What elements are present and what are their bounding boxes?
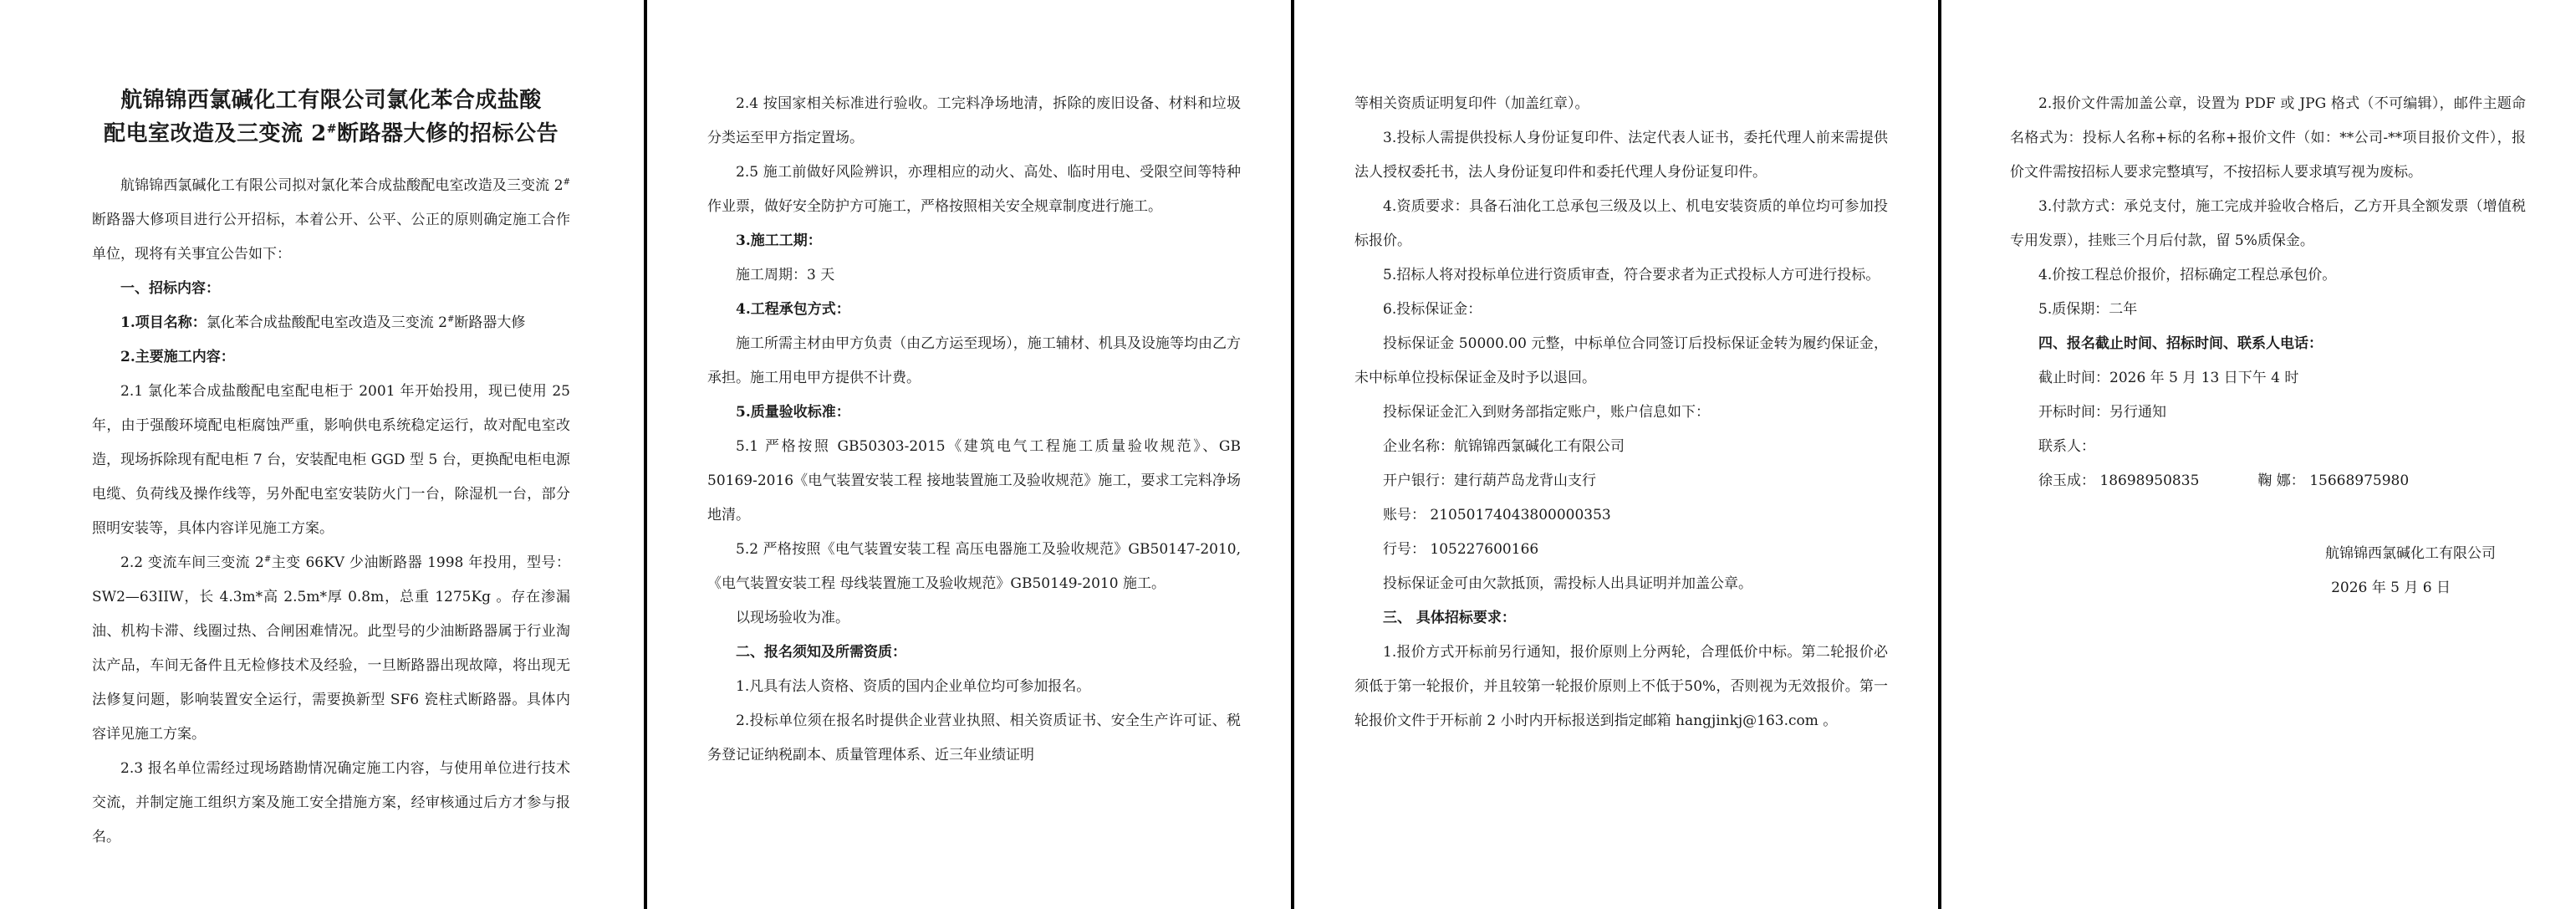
requirement-4: 4.资质要求：具备石油化工总承包三级及以上、机电安装资质的单位均可参加投标报价。 — [1354, 198, 1888, 249]
paragraph-2-1: 2.1 氯化苯合成盐酸配电室配电柜于 2001 年开始投用，现已使用 25 年，由于强酸环境配电柜腐蚀严重，影响供电系统稳定运行，故对配电室改造，现场拆除现有配电柜 7 台，安装配电柜 GGD 型 5 台，更换配电柜电源电缆、负荷线及操作线等，另外配电室安装防火门一台，除湿机一台，部分照明安装等，具体内容详见施工方案。 — [92, 383, 570, 537]
acceptance-note: 以现场验收为准。 — [736, 610, 849, 626]
paragraph-2-2 — [92, 546, 570, 752]
bid-requirement-1: 1.报价方式开标前另行通知，报价原则上分两轮，合理低价中标。第二轮报价必须低于第一轮报价，并且较第一轮报价原则上不低于50%，否则视为无效报价。第一轮报价文件于开标前 2 小时内开标报送到指定邮箱 hangjinkj@163.com 。 — [1354, 644, 1888, 729]
account-number: 账号： 21050174043800000353 — [1383, 507, 1611, 523]
bid-requirement-3: 3.付款方式：承兑支付，施工完成并验收合格后，乙方开具全额发票（增值税专用发票），挂账三个月后付款，留 5%质保金。 — [2010, 198, 2526, 249]
deposit-paragraph: 投标保证金 50000.00 元整，中标单位合同签订后投标保证金转为履约保证金，未中标单位投标保证金及时予以退回。 — [1354, 335, 1888, 386]
title-line-2-part-a: 配电室改造及三变流 2 — [104, 121, 327, 146]
intro-superscript: # — [563, 177, 570, 187]
contact-label: 联系人： — [2038, 438, 2095, 455]
page-3 — [1294, 0, 1938, 909]
project-name — [92, 306, 570, 340]
page-2 — [647, 0, 1291, 909]
paragraph-5-2: 5.2 严格按照《电气装置安装工程 高压电器施工及验收规范》GB50147-2010,《电气装置安装工程 母线装置施工及验收规范》GB50149-2010 施工。 — [707, 541, 1241, 592]
paragraph-2-2-part-b: 主变 66KV 少油断路器 1998 年投用，型号：SW2—63IIW，长 4.3m*高 2.5m*厚 0.8m，总重 1275Kg 。存在渗漏油、机构卡滞、线圈过热、合闸困难情况。此型号的少油断路器属于行业淘汰产品，车间无备件且无检修技术及经验，一旦断路器出现故障，将出现无法修复问题，影响装置安全运行，需要换新型 SF6 瓷柱式断路器。具体内容详见施工方案。 — [92, 554, 570, 743]
announcement-title — [92, 84, 570, 151]
opening-time: 开标时间：另行通知 — [2038, 404, 2166, 421]
project-name-superscript: # — [446, 314, 455, 324]
bid-requirement-2: 2.报价文件需加盖公章，设置为 PDF 或 JPG 格式（不可编辑），邮件主题命名格式为：投标人名称+标的名称+报价文件（如：**公司-**项目报价文件），报价文件需按招标人要求完整填写，不按招标人要求填写视为废标。 — [2010, 95, 2526, 181]
paragraph-2-5: 2.5 施工前做好风险辨识，亦理相应的动火、高处、临时用电、受限空间等特种作业票，做好安全防护方可施工，严格按照相关安全规章制度进行施工。 — [707, 164, 1241, 215]
contact-2: 鞠 娜： 15668975980 — [2257, 472, 2410, 489]
contract-method-heading: 4.工程承包方式： — [736, 301, 850, 318]
signature-company: 航锦锦西氯碱化工有限公司 — [2325, 545, 2496, 562]
intro-part-b: 断路器大修项目进行公开招标，本着公开、公平、公正的原则确定施工合作单位，现将有关事宜公告如下： — [92, 212, 570, 263]
requirement-6: 6.投标保证金： — [1383, 301, 1482, 318]
requirement-2-continued: 等相关资质证明复印件（加盖红章）。 — [1354, 95, 1589, 112]
quality-standard-heading: 5.质量验收标准： — [736, 404, 850, 421]
requirement-1: 1.凡具有法人资格、资质的国内企业单位均可参加报名。 — [736, 678, 1091, 695]
bid-requirement-4: 4.价按工程总价报价，招标确定工程总承包价。 — [2038, 267, 2337, 283]
title-line-2 — [92, 117, 570, 151]
title-line-2-part-b: 断路器大修的招标公告 — [336, 121, 559, 146]
signature-date: 2026 年 5 月 6 日 — [2331, 580, 2451, 596]
deposit-note: 投标保证金可由欠款抵顶，需投标人出具证明并加盖公章。 — [1383, 575, 1752, 592]
project-name-value-b: 断路器大修 — [454, 314, 526, 331]
paragraph-2-4: 2.4 按国家相关标准进行验收。工完料净场地清，拆除的废旧设备、材料和垃圾分类运至甲方指定置场。 — [707, 95, 1241, 146]
requirement-5: 5.招标人将对投标单位进行资质审查，符合要求者为正式投标人方可进行投标。 — [1383, 267, 1880, 283]
contact-1: 徐玉成： 18698950835 — [2038, 472, 2200, 489]
main-content-heading: 2.主要施工内容： — [120, 349, 235, 365]
intro-paragraph — [92, 169, 570, 272]
page-1 — [0, 0, 644, 909]
project-name-label: 1.项目名称： — [120, 314, 207, 331]
construction-period-heading: 3.施工工期： — [736, 232, 822, 249]
requirement-3: 3.投标人需提供投标人身份证复印件、法定代表人证书，委托代理人前来需提供法人授权委托书，法人身份证复印件和委托代理人身份证复印件。 — [1354, 130, 1888, 181]
section-heading-3: 三、 具体招标要求： — [1383, 610, 1516, 626]
deposit-account-intro: 投标保证金汇入到财务部指定账户，账户信息如下： — [1383, 404, 1710, 421]
paragraph-2-3: 2.3 报名单位需经过现场踏勘情况确定施工内容，与使用单位进行技术交流，并制定施工组织方案及施工安全措施方案，经审核通过后方才参与报名。 — [92, 760, 570, 845]
title-superscript: # — [326, 122, 337, 136]
intro-part-a: 航锦锦西氯碱化工有限公司拟对氯化苯合成盐酸配电室改造及三变流 2 — [120, 177, 564, 194]
paragraph-2-2-superscript: # — [263, 554, 272, 564]
company-name: 企业名称：航锦锦西氯碱化工有限公司 — [1383, 438, 1625, 455]
page-4 — [1941, 0, 2576, 909]
requirement-2: 2.投标单位须在报名时提供企业营业执照、相关资质证书、安全生产许可证、税务登记证纳税副本、质量管理体系、近三年业绩证明 — [707, 712, 1241, 763]
bid-requirement-5: 5.质保期：二年 — [2038, 301, 2138, 318]
deadline: 截止时间：2026 年 5 月 13 日下午 4 时 — [2038, 370, 2299, 386]
paragraph-5-1: 5.1 严格按照 GB50303-2015《建筑电气工程施工质量验收规范》、GB 50169-2016《电气装置安装工程 接地装置施工及验收规范》施工，要求工完料净场地清。 — [707, 438, 1241, 523]
bank-number: 行号： 105227600166 — [1383, 541, 1539, 558]
construction-period: 施工周期：3 天 — [736, 267, 835, 283]
bank-name: 开户银行：建行葫芦岛龙背山支行 — [1383, 472, 1596, 489]
contract-method: 施工所需主材由甲方负责（由乙方运至现场），施工辅材、机具及设施等均由乙方承担。施工用电甲方提供不计费。 — [707, 335, 1241, 386]
project-name-value-a: 氯化苯合成盐酸配电室改造及三变流 2 — [206, 314, 447, 331]
title-line-1: 航锦锦西氯碱化工有限公司氯化苯合成盐酸 — [120, 88, 542, 113]
contact-list — [2010, 464, 2526, 498]
paragraph-2-2-part-a: 2.2 变流车间三变流 2 — [120, 554, 264, 571]
section-heading-2: 二、报名须知及所需资质： — [736, 644, 906, 661]
section-heading-4: 四、报名截止时间、招标时间、联系人电话： — [2038, 335, 2323, 352]
section-heading-1: 一、招标内容： — [120, 280, 220, 297]
